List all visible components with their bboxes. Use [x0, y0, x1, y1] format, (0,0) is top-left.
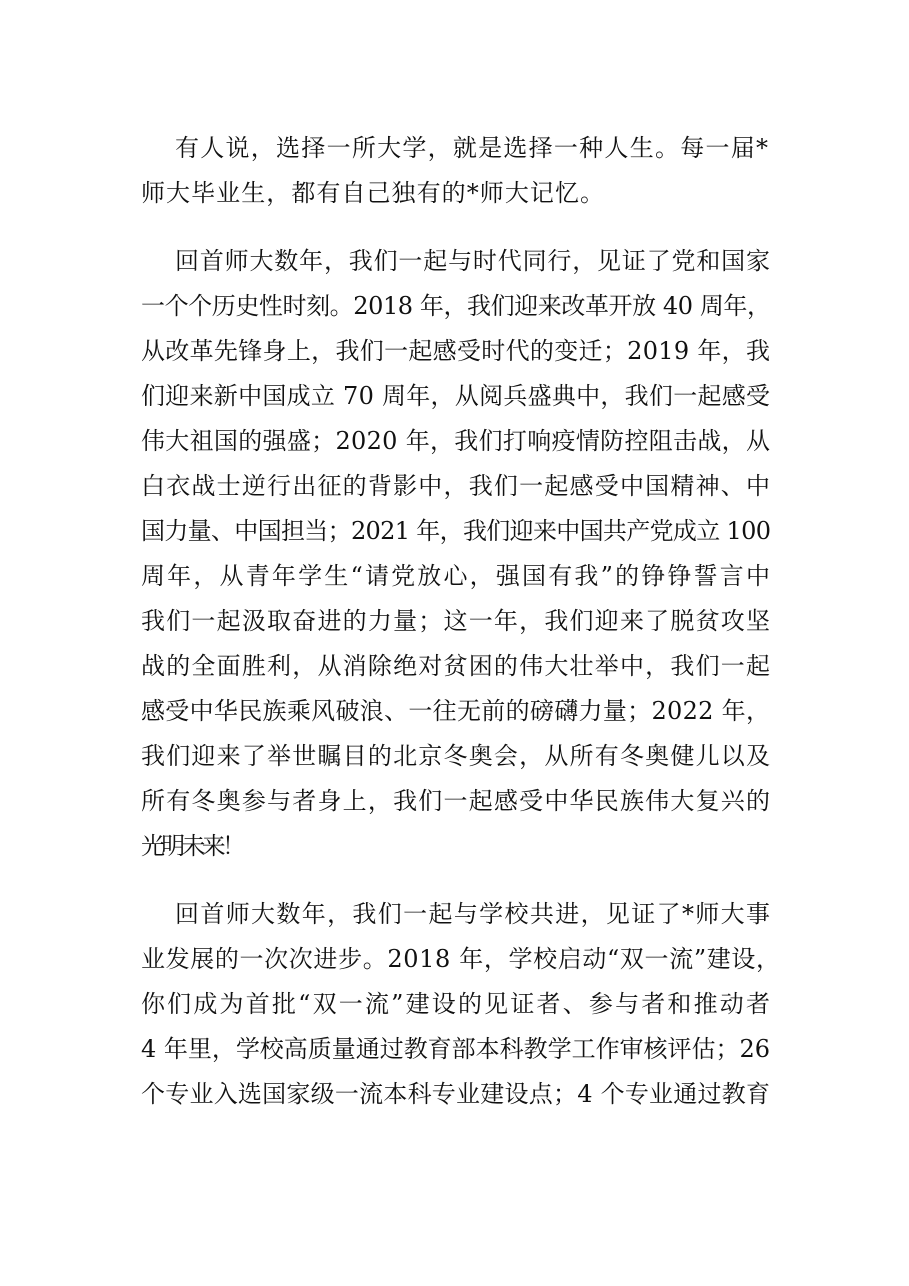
- paragraph-2-line-2: 一个个历史性时刻。2018 年，我们迎来改革开放 40 周年，: [141, 292, 771, 320]
- paragraph-2-line-9: 我们一起汲取奋进的力量；这一年，我们迎来了脱贫攻坚: [141, 607, 772, 635]
- paragraph-2-line-10: 战的全面胜利，从消除绝对贫困的伟大壮举中，我们一起: [141, 652, 772, 680]
- paragraph-1-line-1: 有人说，选择一所大学，就是选择一种人生。每一届*: [175, 134, 770, 162]
- paragraph-2-line-1: 回首师大数年，我们一起与时代同行，见证了党和国家: [175, 247, 771, 275]
- paragraph-3-line-5: 个专业入选国家级一流本科专业建设点；4 个专业通过教育: [141, 1080, 771, 1108]
- paragraph-2-line-12: 我们迎来了举世瞩目的北京冬奥会，从所有冬奥健儿以及: [141, 742, 772, 770]
- paragraph-2-line-13: 所有冬奥参与者身上，我们一起感受中华民族伟大复兴的: [141, 787, 772, 815]
- paragraph-3-line-3: 你们成为首批“双一流”建设的见证者、参与者和推动者: [141, 990, 773, 1018]
- paragraph-2-line-3: 从改革先锋身上，我们一起感受时代的变迁；2019 年，我: [141, 337, 771, 365]
- paragraph-3-line-2: 业发展的一次次进步。2018 年，学校启动“双一流”建设，: [141, 945, 781, 973]
- paragraph-2-line-14: 光明未来！: [141, 832, 243, 860]
- paragraph-2-line-8: 周年，从青年学生“请党放心，强国有我”的铮铮誓言中: [141, 562, 773, 590]
- paragraph-1-line-2: 师大毕业生，都有自己独有的*师大记忆。: [141, 179, 606, 207]
- paragraph-2-line-5: 伟大祖国的强盛；2020 年，我们打响疫情防控阻击战，从: [141, 427, 771, 455]
- paragraph-2-line-7: 国力量、中国担当；2021 年，我们迎来中国共产党成立 100: [141, 517, 771, 545]
- paragraph-3-line-1: 回首师大数年，我们一起与学校共进，见证了*师大事: [175, 900, 772, 928]
- paragraph-3-line-4: 4 年里，学校高质量通过教育部本科教学工作审核评估；26: [141, 1035, 770, 1063]
- paragraph-2-line-6: 白衣战士逆行出征的背影中，我们一起感受中国精神、中: [141, 472, 772, 500]
- paragraph-2-line-11: 感受中华民族乘风破浪、一往无前的磅礴力量；2022 年，: [141, 697, 771, 725]
- paragraph-2-line-4: 们迎来新中国成立 70 周年，从阅兵盛典中，我们一起感受: [141, 382, 771, 410]
